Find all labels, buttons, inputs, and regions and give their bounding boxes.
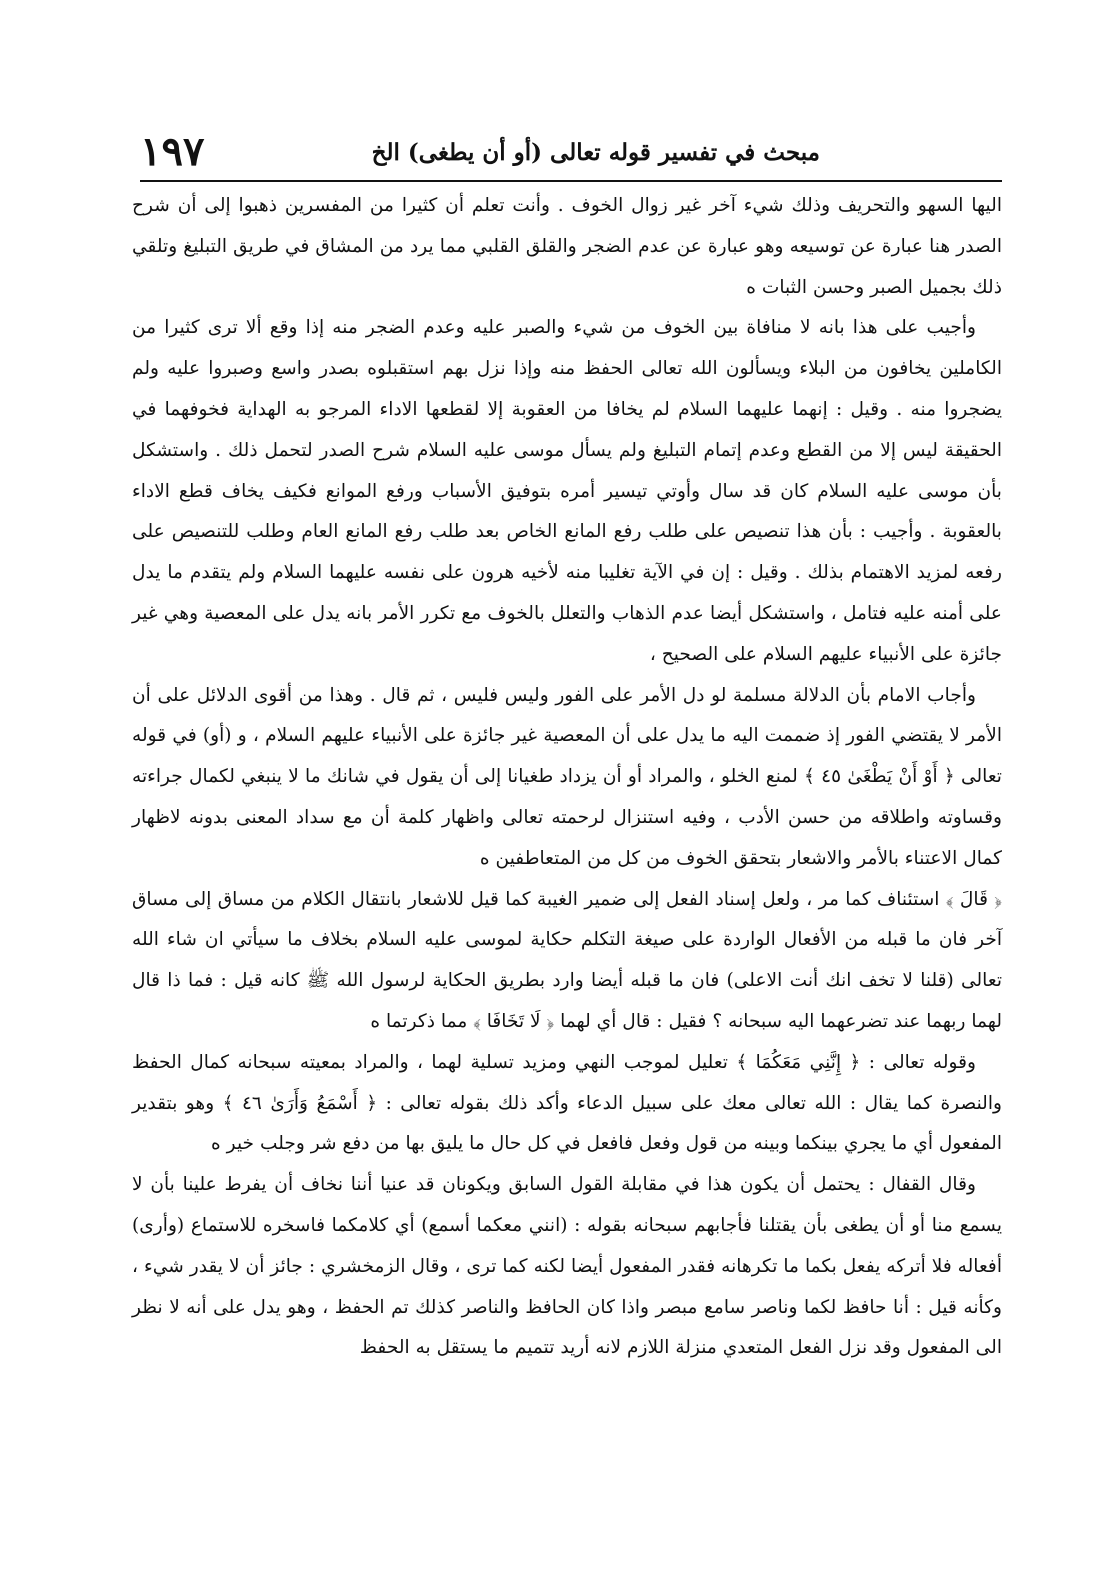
paragraph-continuation: اليها السهو والتحريف وذلك شيء آخر غير زوال الخوف . وأنت تعلم أن كثيرا من المفسرين ذهبوا إلى أن شرح الصدر هنا عبارة عن توسيعه وهو عبارة عن عدم الضجر والقلق القلبي مما يرد من المشاق في طريق التبليغ وتلقي ذلك بجميل الصبر وحسن الثبات ه [132, 195, 1002, 298]
page-header [140, 128, 1000, 180]
paragraph-answer: وأجيب على هذا بانه لا منافاة بين الخوف من شيء والصبر عليه وعدم الضجر منه إذا وقع ألا ترى كثيرا من الكاملين يخافون من البلاء ويسألون الله تعالى الحفظ منه وإذا نزل بهم استقبلوه بصدر واسع وصبروا عليه ولم يضجروا منه . وقيل : إنهما عليهما السلام لم يخافا من العقوبة إلا لقطعها الاداء المرجو به الهداية فخوفهما في الحقيقة ليس إلا من القطع وعدم إتمام التبليغ ولم يسأل موسى عليه السلام شرح الصدر لتحمل ذلك . واستشكل بأن موسى عليه السلام كان قد سال وأوتي تيسير أمره بتوفيق الأسباب ورفع الموانع فكيف يخاف قطع الاداء بالعقوبة . وأجيب : بأن هذا تنصيص على طلب رفع المانع الخاص بعد طلب رفع المانع العام وطلب للتنصيص على رفعه لمزيد الاهتمام بذلك . وقيل : إن في الآية تغليبا منه لأخيه هرون على نفسه عليهما السلام ولم يتقدم ما يدل على أمنه عليه فتامل ، واستشكل أيضا عدم الذهاب والتعلل بالخوف مع تكرر الأمر بانه يدل على المعصية وهي غير جائزة على الأنبياء عليهم السلام على الصحيح ، [132, 317, 1002, 665]
header-divider [140, 180, 1002, 182]
paragraph-innani-maakuma: وقوله تعالى : ﴿ إِنَّنِي مَعَكُمَا ﴾ تعليل لموجب النهي ومزيد تسلية لهما ، والمراد بمعيته سبحانه كمال الحفظ والنصرة كما يقال : الله تعالى معك على سبيل الدعاء وأكد ذلك بقوله تعالى : ﴿ أَسْمَعُ وَأَرَىٰ ٤٦ ﴾ وهو بتقدير المفعول أي ما يجري بينكما وبينه من قول وفعل فافعل في كل حال ما يليق بها من دفع شر وجلب خير ه [132, 1051, 1002, 1155]
running-title: مبحث في تفسير قوله تعالى (أو أن يطغى) الخ [371, 139, 820, 166]
paragraph-qaffal: وقال القفال : يحتمل أن يكون هذا في مقابلة القول السابق ويكونان قد عنيا أننا نخاف أن يفرط علينا بأن لا يسمع منا أو أن يطغى بأن يقتلنا فأجابهم سبحانه بقوله : (انني معكما أسمع) أي كلامكما فاسخره للاستماع (وأرى) أفعاله فلا أتركه يفعل بكما ما تكرهانه فقدر المفعول أيضا لكنه كما ترى ، وقال الزمخشري : جائز أن لا يقدر شيء ، وكأنه قيل : أنا حافظ لكما وناصر سامع مبصر واذا كان الحافظ والناصر كذلك تم الحفظ ، وهو يدل على أنه لا نظر الى المفعول وقد نزل الفعل المتعدي منزلة اللازم لانه أريد تتميم ما يستقل به الحفظ [132, 1174, 1002, 1359]
paragraph-qala: ﴿ قَالَ ﴾ استئناف كما مر ، ولعل إسناد الفعل إلى ضمير الغيبة كما قيل للاشعار بانتقال الكلام من مساق إلى مساق آخر فان ما قبله من الأفعال الواردة على صيغة التكلم حكاية لموسى عليه السلام بخلاف ما سيأتي ان شاء الله تعالى (قلنا لا تخف انك أنت الاعلى) فان ما قبله أيضا وارد بطريق الحكاية لرسول الله ﷺ كانه قيل : فما ذا قال لهما ربهما عند تضرعهما اليه سبحانه ؟ فقيل : قال أي لهما ﴿ لَا تَخَافَا ﴾ مما ذكرتما ه [132, 888, 1002, 1032]
page-number: ١٩٧ [140, 128, 205, 175]
body-text [132, 186, 1002, 1506]
paragraph-imam-reply: وأجاب الامام بأن الدلالة مسلمة لو دل الأمر على الفور وليس فليس ، ثم قال . وهذا من أقوى الدلائل على أن الأمر لا يقتضي الفور إذ ضممت اليه ما يدل على أن المعصية غير جائزة على الأنبياء عليهم السلام ، و (أو) في قوله تعالى ﴿ أَوْ أَنْ يَطْغَىٰ ٤٥ ﴾ لمنع الخلو ، والمراد أو أن يزداد طغيانا إلى أن يقول في شانك ما لا ينبغي لكمال جراءته وقساوته واطلاقه من حسن الأدب ، وفيه استنزال لرحمته تعالى واظهار كلمة أن مع سداد المعنى بدونه لاظهار كمال الاعتناء بالأمر والاشعار بتحقق الخوف من كل من المتعاطفين ه [132, 684, 1002, 869]
